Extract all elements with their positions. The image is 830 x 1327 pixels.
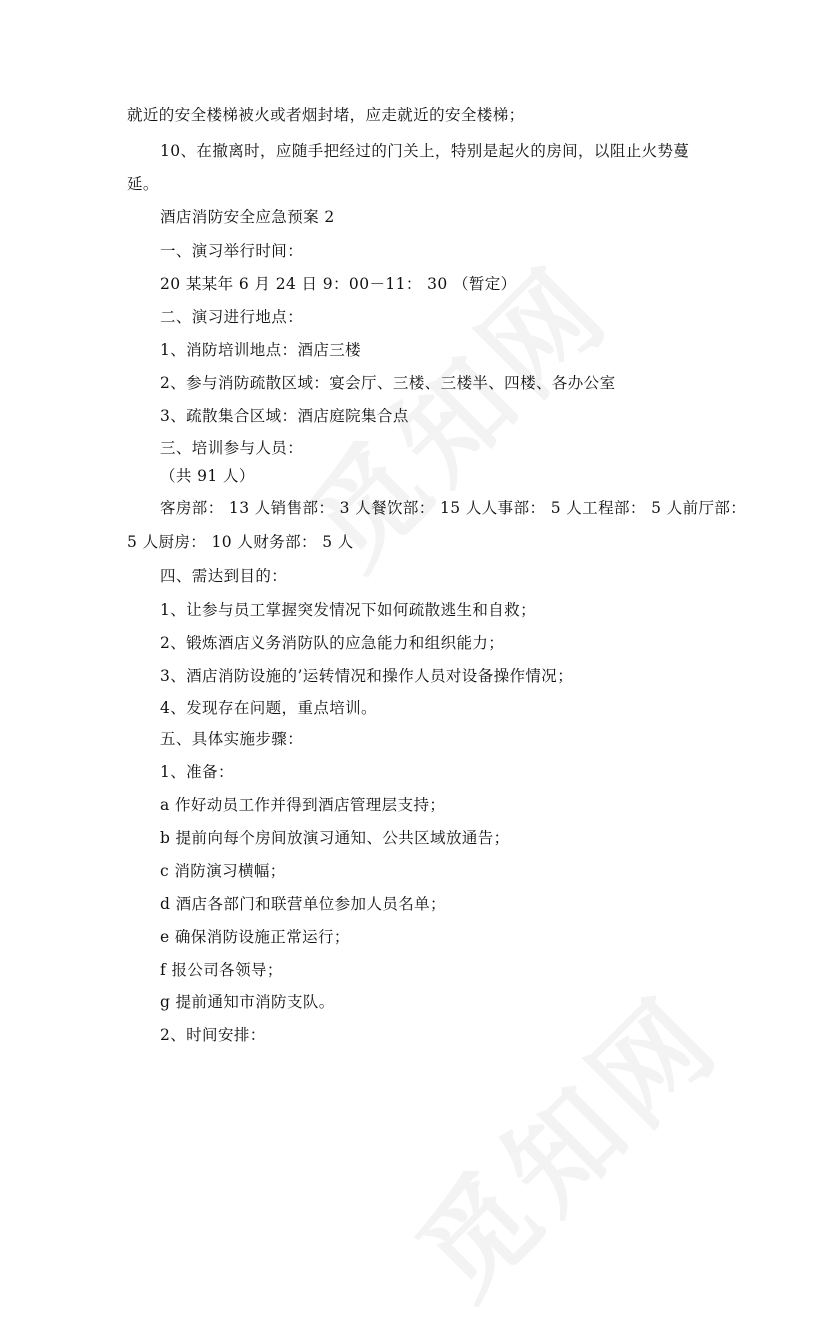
paragraph-line: 延。 [127, 175, 159, 193]
list-item: f 报公司各领导； [160, 961, 283, 979]
section-heading: 四、需达到目的： [160, 567, 288, 585]
section-heading: 一、演习举行时间： [160, 242, 304, 260]
list-item: 2、参与消防疏散区域：宴会厅、三楼、三楼半、四楼、各办公室 [160, 374, 616, 392]
paragraph-line: （共 91 人） [160, 467, 255, 485]
list-item: e 确保消防设施正常运行； [160, 928, 350, 946]
paragraph-line: 20 某某年 6 月 24 日 9：00－11： 30 （暂定） [160, 275, 517, 293]
list-item: 1、让参与员工掌握突发情况下如何疏散逃生和自救； [160, 601, 536, 619]
section-heading: 二、演习进行地点： [160, 308, 304, 326]
list-item: c 消防演习横幅； [160, 862, 286, 880]
list-item: 1、准备： [160, 763, 234, 781]
list-item: 1、消防培训地点：酒店三楼 [160, 341, 362, 359]
list-item: d 酒店各部门和联营单位参加人员名单； [160, 895, 446, 913]
watermark [377, 954, 750, 1327]
section-heading: 五、具体实施步骤： [160, 730, 304, 748]
list-item: a 作好动员工作并得到酒店管理层支持； [160, 796, 446, 814]
list-item: b 提前向每个房间放演习通知、公共区域放通告； [160, 829, 510, 847]
paragraph-line: 5 人厨房： 10 人财务部： 5 人 [127, 533, 354, 551]
list-item: 3、酒店消防设施的’运转情况和操作人员对设备操作情况； [160, 667, 574, 685]
list-item: 4、发现存在问题，重点培训。 [160, 699, 377, 717]
section-heading: 三、培训参与人员： [160, 439, 304, 457]
paragraph-line: 就近的安全楼梯被火或者烟封堵，应走就近的安全楼梯； [127, 106, 525, 124]
list-item: 2、锻炼酒店义务消防队的应急能力和组织能力； [160, 634, 505, 652]
paragraph-line: 客房部： 13 人销售部： 3 人餐饮部： 15 人人事部： 5 人工程部： 5 人前厅部： [160, 499, 747, 517]
section-title: 酒店消防安全应急预案 2 [160, 208, 335, 226]
list-item: g 提前通知市消防支队。 [160, 993, 335, 1011]
list-item: 3、疏散集合区域：酒店庭院集合点 [160, 407, 409, 425]
list-item: 2、时间安排： [160, 1026, 266, 1044]
paragraph-line: 10、在撤离时，应随手把经过的门关上，特别是起火的房间，以阻止火势蔓 [160, 142, 690, 160]
